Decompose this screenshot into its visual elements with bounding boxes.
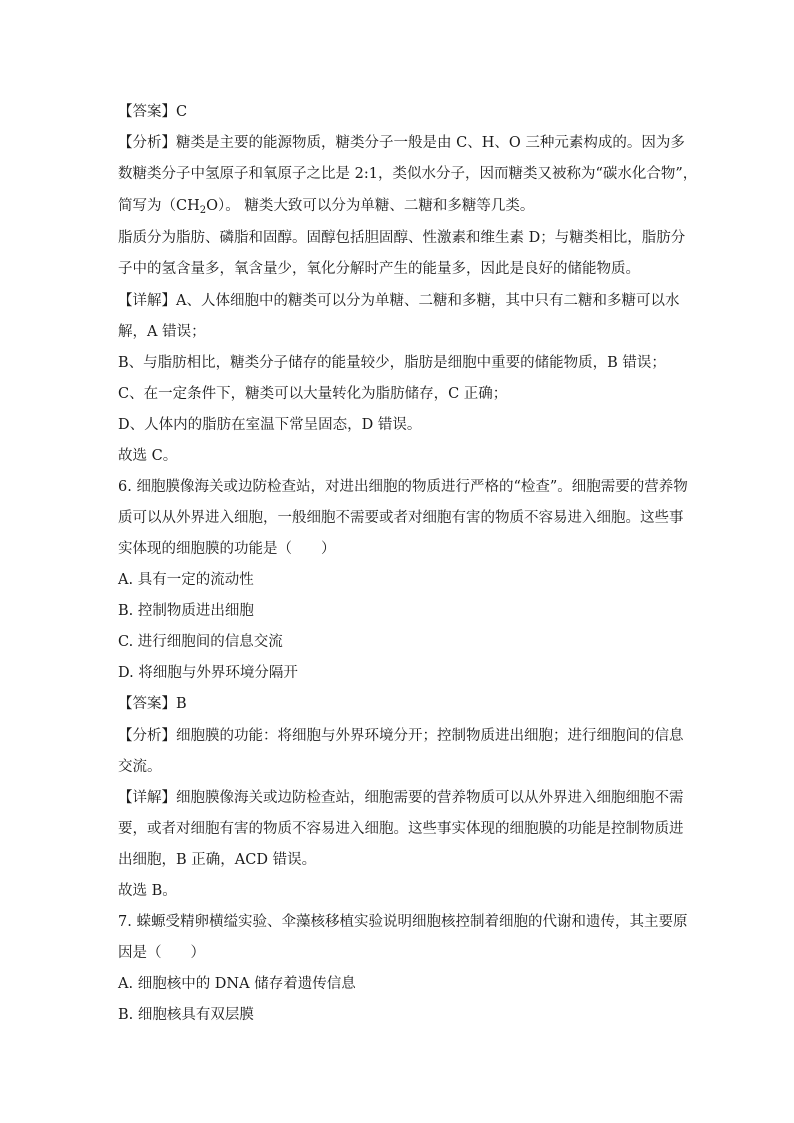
q6-conclusion: 故选 B。 bbox=[118, 883, 177, 899]
q5-analysis-line-3 bbox=[118, 196, 534, 221]
q6-option-d: D. 将细胞与外界环境分隔开 bbox=[118, 665, 298, 681]
q5-detail-line-2: 解，A 错误； bbox=[118, 324, 206, 340]
q7-stem-line-2: 因是（ ） bbox=[118, 945, 205, 961]
q5-analysis-line-1: 【分析】糖类是主要的能源物质，糖类分子一般是由 C、H、O 三种元素构成的。因为多 bbox=[118, 135, 685, 151]
q6-analysis-line-1: 【分析】细胞膜的功能：将细胞与外界环境分开；控制物质进出细胞；进行细胞间的信息 bbox=[118, 728, 684, 744]
q6-option-a: A. 具有一定的流动性 bbox=[118, 572, 254, 588]
q6-stem-line-2: 质可以从外界进入细胞，一般细胞不需要或者对细胞有害的物质不容易进入细胞。这些事 bbox=[118, 510, 684, 526]
q5-detail-line-1: 【详解】A、人体细胞中的糖类可以分为单糖、二糖和多糖，其中只有二糖和多糖可以水 bbox=[118, 293, 680, 309]
q6-answer: 【答案】B bbox=[118, 696, 187, 712]
q7-option-b: B. 细胞核具有双层膜 bbox=[118, 1007, 254, 1023]
q6-option-b: B. 控制物质进出细胞 bbox=[118, 603, 254, 619]
q5-formula-suffix: O）。 糖类大致可以分为单糖、二糖和多糖等几类。 bbox=[206, 198, 535, 214]
q6-detail-line-1: 【详解】细胞膜像海关或边防检查站，细胞需要的营养物质可以从外界进入细胞细胞不需 bbox=[118, 790, 684, 806]
q5-analysis-line-5: 子中的氢含量多，氧含量少，氧化分解时产生的能量多，因此是良好的储能物质。 bbox=[118, 261, 640, 277]
q5-analysis-line-4: 脂质分为脂肪、磷脂和固醇。固醇包括胆固醇、性激素和维生素 D；与糖类相比，脂肪分 bbox=[118, 230, 686, 246]
q5-detail-line-4: C、在一定条件下，糖类可以大量转化为脂肪储存，C 正确； bbox=[118, 386, 508, 402]
q7-option-a: A. 细胞核中的 DNA 储存着遗传信息 bbox=[118, 976, 356, 992]
q6-option-c: C. 进行细胞间的信息交流 bbox=[118, 634, 283, 650]
q6-analysis-line-2: 交流。 bbox=[118, 759, 162, 775]
q6-stem-line-3: 实体现的细胞膜的功能是（ ） bbox=[118, 541, 336, 557]
q5-detail-line-5: D、人体内的脂肪在室温下常呈固态，D 错误。 bbox=[118, 417, 422, 433]
q6-stem-line-1: 6. 细胞膜像海关或边防检查站，对进出细胞的物质进行严格的“检查”。细胞需要的营养物 bbox=[118, 479, 688, 495]
q5-answer: 【答案】C bbox=[118, 104, 188, 120]
q6-detail-line-2: 要，或者对细胞有害的物质不容易进入细胞。这些事实体现的细胞膜的功能是控制物质进 bbox=[118, 821, 684, 837]
q5-formula-subscript: 2 bbox=[199, 205, 207, 216]
q7-stem-line-1: 7. 蝾螈受精卵横缢实验、伞藻核移植实验说明细胞核控制着细胞的代谢和遗传，其主要原 bbox=[118, 914, 688, 930]
q5-analysis-line-2: 数糖类分子中氢原子和氧原子之比是 2:1，类似水分子，因而糖类又被称为“碳水化合物”， bbox=[118, 166, 698, 182]
q5-formula-prefix: 简写为（CH bbox=[118, 198, 200, 214]
q5-detail-line-3: B、与脂肪相比，糖类分子储存的能量较少，脂肪是细胞中重要的储能物质，B 错误； bbox=[118, 355, 666, 371]
q5-conclusion: 故选 C。 bbox=[118, 448, 178, 464]
q6-detail-line-3: 出细胞，B 正确，ACD 错误。 bbox=[118, 852, 317, 868]
